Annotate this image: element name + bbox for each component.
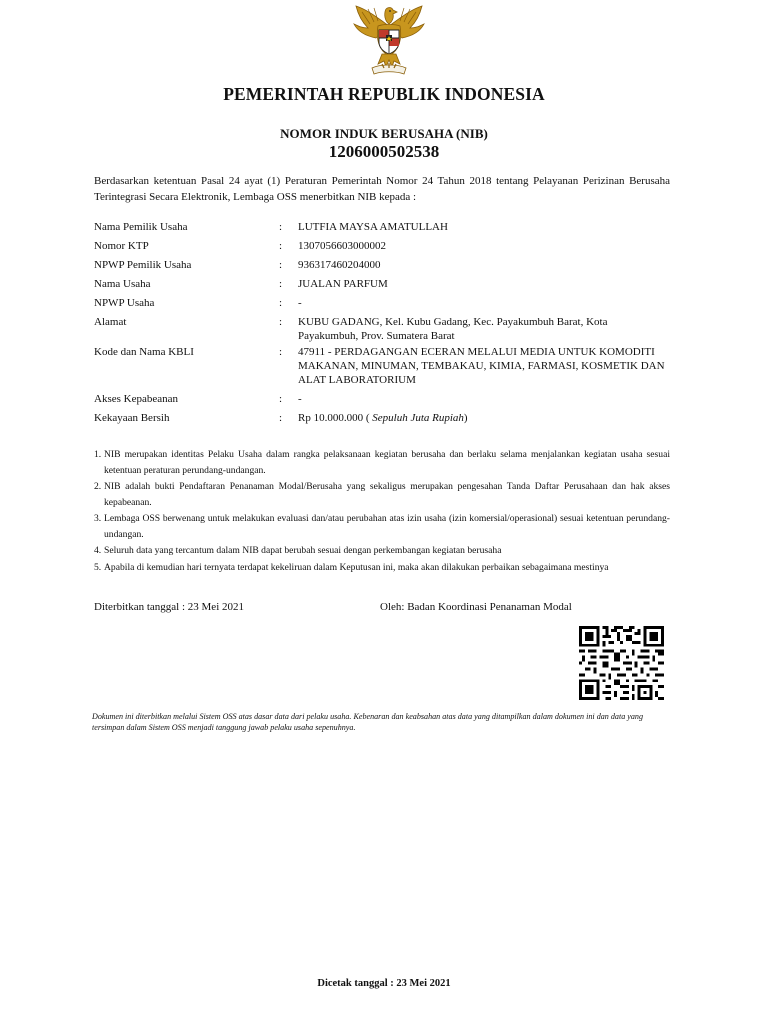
- issued-date: Diterbitkan tanggal : 23 Mei 2021: [94, 601, 244, 613]
- field-colon: :: [279, 316, 283, 328]
- field-value: 1307056603000002: [298, 240, 386, 252]
- field-value: 936317460204000: [298, 259, 381, 271]
- note-text: Seluruh data yang tercantum dalam NIB dapat berubah sesuai dengan perkembangan kegiatan berusaha: [104, 545, 502, 556]
- printed-date: Dicetak tanggal : 23 Mei 2021: [317, 978, 451, 989]
- field-label: Kekayaan Bersih: [94, 412, 170, 424]
- note-number: 2.: [94, 481, 102, 492]
- field-label: NPWP Usaha: [94, 297, 155, 309]
- field-colon: :: [279, 240, 283, 252]
- field-value: -: [298, 393, 302, 405]
- field-colon: :: [279, 221, 283, 233]
- field-label: Nama Usaha: [94, 278, 151, 290]
- field-row-net-wealth: [94, 411, 674, 430]
- field-colon: :: [279, 412, 283, 424]
- business-fields: [94, 220, 674, 430]
- note-text: Apabila di kemudian hari ternyata terdapat kekeliruan dalam Keputusan ini, maka akan dilakukan perbaikan sebagaimana mestinya: [104, 561, 609, 573]
- field-colon: :: [279, 278, 283, 290]
- disclaimer-note: Dokumen ini diterbitkan melalui Sistem OSS atas dasar data dari pelaku usaha. Kebenaran dan keabsahan atas data yang ditampilkan dalam dokumen ini dan data yang tersimpan dalam Sistem OSS menjadi tanggung jawab pelaku usaha sepenuhnya.: [92, 712, 643, 732]
- issuer: Oleh: Badan Koordinasi Penanaman Modal: [380, 601, 572, 613]
- list-item: [94, 447, 670, 478]
- field-value: 47911 - PERDAGANGAN ECERAN MELALUI MEDIA UNTUK KOMODITI MAKANAN, MINUMAN, TEMBAKAU, KIMIA, FARMASI, KOSMETIK DAN ALAT LABORATORIUM: [298, 346, 665, 386]
- field-colon: :: [279, 259, 283, 271]
- list-item: [94, 543, 670, 559]
- field-colon: :: [279, 346, 283, 358]
- field-label: Nomor KTP: [94, 240, 149, 252]
- field-label: Alamat: [94, 316, 127, 328]
- field-label: Kode dan Nama KBLI: [94, 346, 194, 358]
- field-value: JUALAN PARFUM: [298, 278, 388, 290]
- note-number: 1.: [94, 449, 102, 460]
- field-value: KUBU GADANG, Kel. Kubu Gadang, Kec. Payakumbuh Barat, Kota Payakumbuh, Prov. Sumatera Barat: [298, 316, 608, 342]
- field-value: -: [298, 297, 302, 309]
- intro-paragraph: Berdasarkan ketentuan Pasal 24 ayat (1) Peraturan Pemerintah Nomor 24 Tahun 2018 tentang Pelayanan Perizinan Berusaha Terintegrasi Secara Elektronik, Lembaga OSS menerbitkan NIB kepada :: [94, 175, 670, 203]
- government-title: PEMERINTAH REPUBLIK INDONESIA: [223, 84, 545, 104]
- list-item: [94, 560, 670, 576]
- garuda-emblem-icon: [348, 4, 430, 78]
- nib-title: NOMOR INDUK BERUSAHA (NIB): [280, 126, 488, 141]
- field-value: LUTFIA MAYSA AMATULLAH: [298, 221, 448, 233]
- field-row-address: [94, 315, 674, 345]
- field-row-kbli: [94, 345, 674, 392]
- field-row-business-name: [94, 277, 674, 296]
- field-value: [298, 411, 670, 430]
- field-label: NPWP Pemilik Usaha: [94, 259, 192, 271]
- qr-code-icon: [579, 626, 664, 700]
- note-text: NIB merupakan identitas Pelaku Usaha dalam rangka pelaksanaan kegiatan berusaha dan berlaku selama menjalankan kegiatan usaha sesuai ketentuan peraturan perundang-undangan.: [104, 449, 670, 476]
- note-number: 5.: [94, 561, 102, 573]
- field-label: Nama Pemilik Usaha: [94, 221, 188, 233]
- nib-number: 1206000502538: [328, 142, 440, 161]
- notes-list: [94, 447, 670, 576]
- note-number: 3.: [94, 513, 102, 524]
- wealth-close: ): [463, 412, 468, 424]
- note-text: Lembaga OSS berwenang untuk melakukan evaluasi dan/atau perubahan atas izin usaha (izin komersial/operasional) sesuai ketentuan perundang-undangan.: [104, 513, 670, 540]
- field-row-ktp: [94, 239, 674, 258]
- field-colon: :: [279, 393, 283, 405]
- field-row-owner-name: [94, 220, 674, 239]
- list-item: [94, 479, 670, 510]
- wealth-amount: Rp 10.000.000 (: [298, 412, 370, 424]
- list-item: [94, 511, 670, 542]
- field-row-owner-npwp: [94, 258, 674, 277]
- field-row-customs-access: [94, 392, 674, 411]
- wealth-in-words: Sepuluh Juta Rupiah: [372, 412, 464, 424]
- field-colon: :: [279, 297, 283, 309]
- note-text: NIB adalah bukti Pendaftaran Penanaman Modal/Berusaha yang sekaligus merupakan pengesahan Tanda Daftar Perusahaan dan hak akses kepabeanan.: [104, 481, 670, 508]
- field-label: Akses Kepabeanan: [94, 393, 178, 405]
- note-number: 4.: [94, 545, 102, 556]
- field-row-business-npwp: [94, 296, 674, 315]
